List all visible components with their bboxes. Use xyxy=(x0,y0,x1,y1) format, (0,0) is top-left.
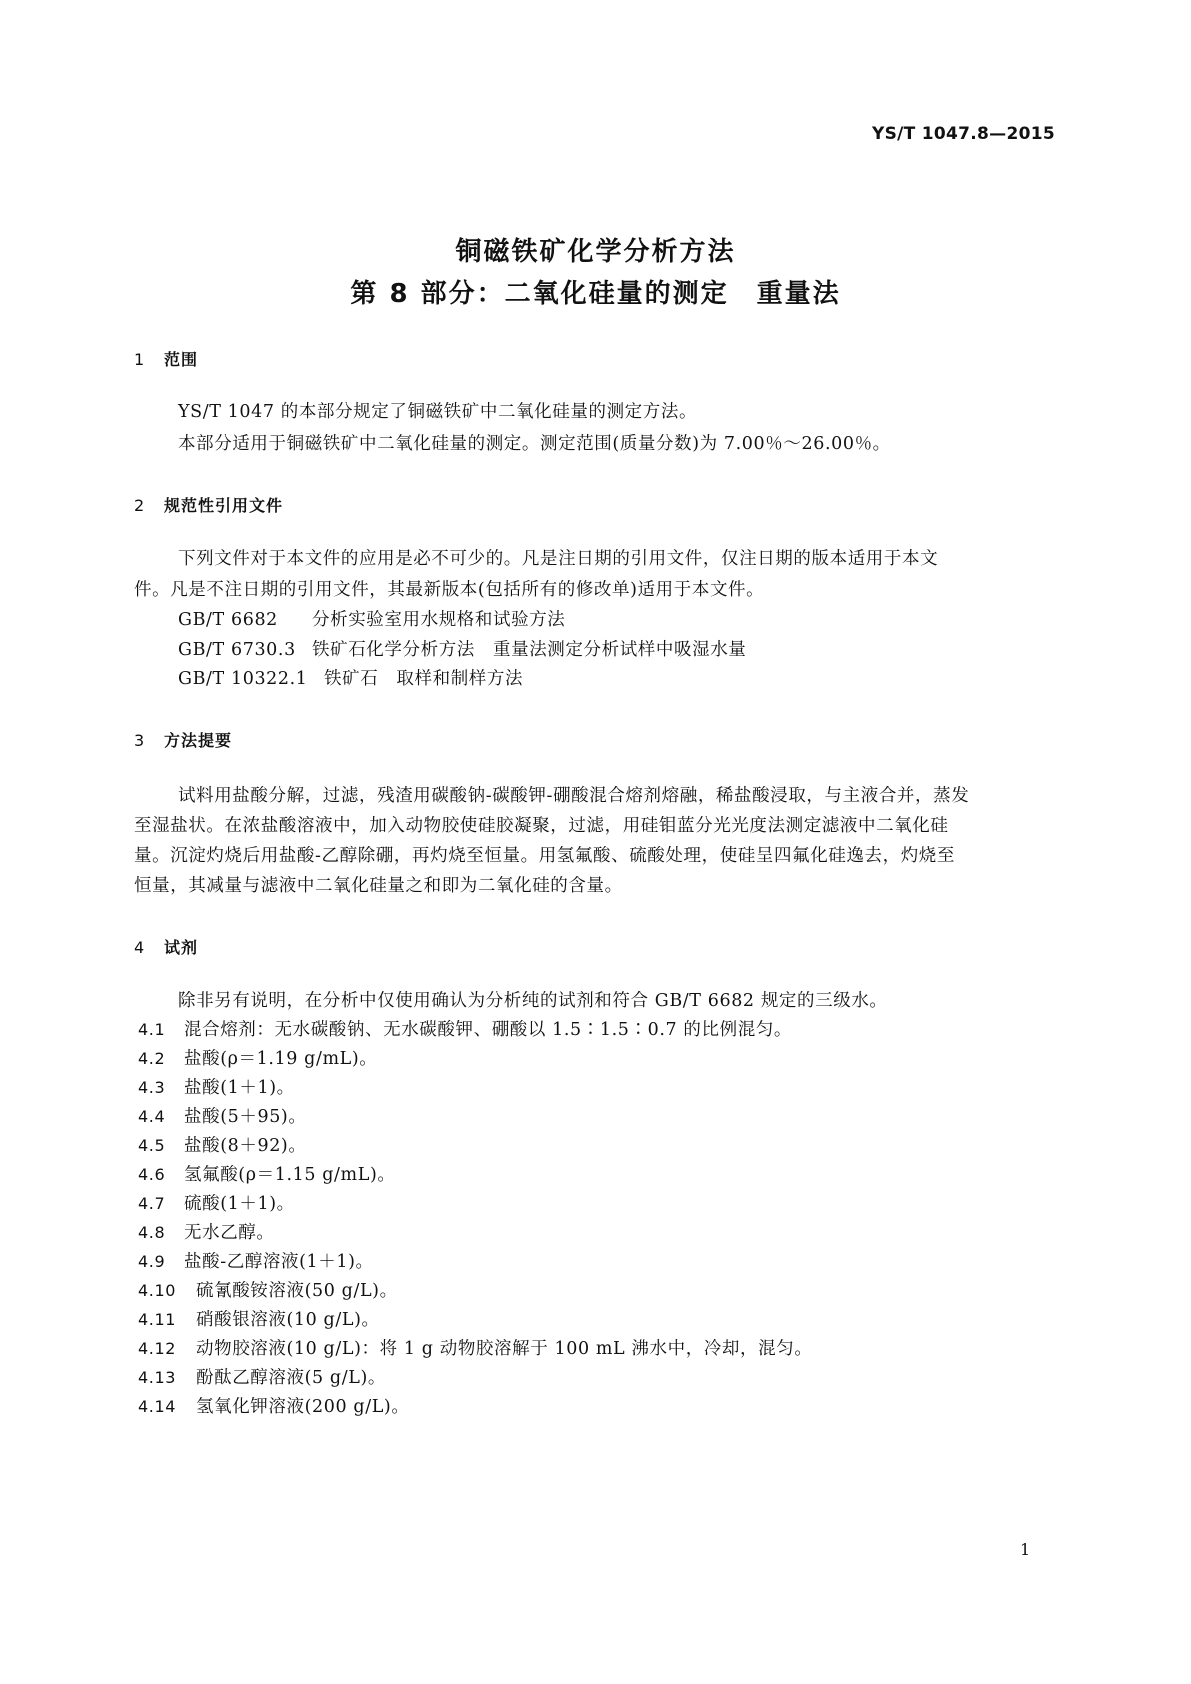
reagent-item xyxy=(138,1022,792,1040)
item-text: 盐酸(8＋92)。 xyxy=(184,1136,307,1156)
item-text: 无水乙醇。 xyxy=(184,1223,275,1243)
section-number: 4 xyxy=(134,938,146,957)
paragraph-line: 至湿盐状。在浓盐酸溶液中，加入动物胶使硅胶凝聚，过滤，用硅钼蓝分光光度法测定滤液中二氧化硅 xyxy=(134,816,949,836)
reagent-item xyxy=(138,1254,374,1272)
item-number: 4.13 xyxy=(138,1368,177,1387)
document-title-line1: 铜磁铁矿化学分析方法 xyxy=(455,237,736,267)
reagent-item xyxy=(138,1341,812,1359)
reagent-item xyxy=(138,1283,398,1301)
reference-title: 铁矿石化学分析方法 重量法测定分析试样中吸湿水量 xyxy=(312,640,747,660)
item-text: 硫氰酸铵溶液(50 g/L)。 xyxy=(196,1281,398,1301)
section-title: 方法提要 xyxy=(164,731,233,750)
reagent-item xyxy=(138,1196,295,1214)
item-number: 4.7 xyxy=(138,1194,166,1213)
section-number: 3 xyxy=(134,731,146,750)
item-text: 盐酸(5＋95)。 xyxy=(184,1107,307,1127)
item-number: 4.9 xyxy=(138,1252,166,1271)
section-4-heading xyxy=(134,935,198,958)
reagent-item xyxy=(138,1312,380,1330)
item-text: 硝酸银溶液(10 g/L)。 xyxy=(196,1310,380,1330)
item-text: 盐酸(ρ＝1.19 g/mL)。 xyxy=(184,1049,378,1069)
reagent-item xyxy=(138,1051,377,1069)
normative-reference xyxy=(178,642,746,660)
item-number: 4.6 xyxy=(138,1165,166,1184)
standard-number: YS/T 1047.8—2015 xyxy=(872,124,1055,144)
reference-code: GB/T 6730.3 xyxy=(178,640,296,660)
item-number: 4.4 xyxy=(138,1107,166,1126)
paragraph: YS/T 1047 的本部分规定了铜磁铁矿中二氧化硅量的测定方法。 xyxy=(178,402,698,422)
item-number: 4.2 xyxy=(138,1049,166,1068)
section-number: 1 xyxy=(134,350,146,369)
page-number: 1 xyxy=(1020,1540,1031,1559)
section-title: 试剂 xyxy=(164,938,199,957)
item-text: 动物胶溶液(10 g/L)：将 1 g 动物胶溶解于 100 mL 沸水中，冷却，混匀。 xyxy=(196,1339,813,1359)
section-2-heading xyxy=(134,493,283,516)
item-number: 4.8 xyxy=(138,1223,166,1242)
item-number: 4.3 xyxy=(138,1078,166,1097)
item-number: 4.11 xyxy=(138,1310,177,1329)
item-text: 盐酸(1＋1)。 xyxy=(184,1078,295,1098)
reagent-item xyxy=(138,1399,409,1417)
reagent-item xyxy=(138,1225,275,1243)
normative-reference xyxy=(178,671,523,689)
reagent-item xyxy=(138,1370,386,1388)
item-text: 氢氧化钾溶液(200 g/L)。 xyxy=(196,1397,410,1417)
item-number: 4.12 xyxy=(138,1339,177,1358)
item-text: 混合熔剂：无水碳酸钠、无水碳酸钾、硼酸以 1.5∶1.5∶0.7 的比例混匀。 xyxy=(184,1020,793,1040)
item-text: 氢氟酸(ρ＝1.15 g/mL)。 xyxy=(184,1165,396,1185)
reagent-item xyxy=(138,1109,306,1127)
paragraph-line: 下列文件对于本文件的应用是必不可少的。凡是注日期的引用文件，仅注日期的版本适用于本文 xyxy=(178,549,939,569)
section-number: 2 xyxy=(134,496,146,515)
reference-code: GB/T 6682 xyxy=(178,610,278,630)
item-number: 4.10 xyxy=(138,1281,177,1300)
item-text: 酚酞乙醇溶液(5 g/L)。 xyxy=(196,1368,386,1388)
paragraph-line: 恒量，其减量与滤液中二氧化硅量之和即为二氧化硅的含量。 xyxy=(134,876,623,896)
reference-title: 铁矿石 取样和制样方法 xyxy=(324,669,524,689)
reagent-item xyxy=(138,1138,306,1156)
item-text: 硫酸(1＋1)。 xyxy=(184,1194,295,1214)
paragraph-line: 量。沉淀灼烧后用盐酸-乙醇除硼，再灼烧至恒量。用氢氟酸、硫酸处理，使硅呈四氟化硅逸去，灼烧至 xyxy=(134,846,956,866)
section-title: 规范性引用文件 xyxy=(164,496,284,515)
section-3-heading xyxy=(134,728,232,751)
reference-title: 分析实验室用水规格和试验方法 xyxy=(312,610,566,630)
section-title: 范围 xyxy=(164,350,199,369)
item-number: 4.14 xyxy=(138,1397,177,1416)
paragraph: 本部分适用于铜磁铁矿中二氧化硅量的测定。测定范围(质量分数)为 7.00％～26.00％。 xyxy=(178,434,891,454)
item-number: 4.1 xyxy=(138,1020,166,1039)
reagent-item xyxy=(138,1080,295,1098)
section-1-heading xyxy=(134,347,198,370)
item-text: 盐酸-乙醇溶液(1＋1)。 xyxy=(184,1252,374,1272)
paragraph-line: 件。凡是不注日期的引用文件，其最新版本(包括所有的修改单)适用于本文件。 xyxy=(134,580,765,600)
paragraph-line: 试料用盐酸分解，过滤，残渣用碳酸钠-碳酸钾-硼酸混合熔剂熔融，稀盐酸浸取，与主液合并，蒸发 xyxy=(178,786,970,806)
item-number: 4.5 xyxy=(138,1136,166,1155)
normative-reference xyxy=(178,612,565,630)
paragraph: 除非另有说明，在分析中仅使用确认为分析纯的试剂和符合 GB/T 6682 规定的三级水。 xyxy=(178,991,888,1011)
document-title-line2: 第 8 部分：二氧化硅量的测定 重量法 xyxy=(350,279,841,309)
reference-code: GB/T 10322.1 xyxy=(178,669,308,689)
reagent-item xyxy=(138,1167,395,1185)
